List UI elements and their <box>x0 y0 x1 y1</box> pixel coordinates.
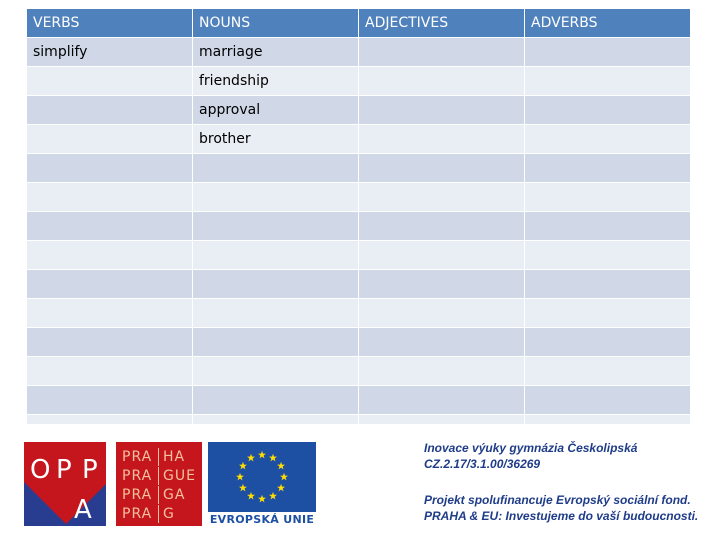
adverb-cell <box>525 386 691 415</box>
table-body <box>27 38 691 425</box>
adjective-cell <box>359 154 525 183</box>
praha-line <box>122 448 185 466</box>
noun-cell <box>193 357 359 386</box>
praha-line <box>122 505 175 523</box>
verb-cell <box>27 415 193 425</box>
opp-letter-p1: P <box>56 455 72 485</box>
table-row <box>27 357 691 386</box>
table-row <box>27 241 691 270</box>
eu-star-icon <box>277 484 285 492</box>
adjective-cell <box>359 270 525 299</box>
verb-cell: simplify <box>27 38 193 67</box>
verb-cell <box>27 96 193 125</box>
noun-cell: approval <box>193 96 359 125</box>
noun-cell <box>193 328 359 357</box>
adverb-cell <box>525 212 691 241</box>
noun-cell <box>193 154 359 183</box>
praha-line <box>122 467 196 485</box>
header-verbs: VERBS <box>27 9 193 38</box>
praha-text: PRA <box>122 487 153 503</box>
verb-cell <box>27 357 193 386</box>
adjective-cell <box>359 38 525 67</box>
verb-cell <box>27 212 193 241</box>
verb-cell <box>27 183 193 212</box>
eu-star-icon <box>269 492 277 500</box>
header-adverbs: ADVERBS <box>525 9 691 38</box>
table-row <box>27 125 691 154</box>
noun-cell <box>193 270 359 299</box>
adjective-cell <box>359 96 525 125</box>
verb-cell <box>27 67 193 96</box>
table-row <box>27 212 691 241</box>
opp-letter-a: A <box>74 495 92 525</box>
praha-line <box>122 486 185 504</box>
table-row <box>27 183 691 212</box>
eu-star-icon <box>280 473 288 481</box>
adjective-cell <box>359 183 525 212</box>
header-adjectives: ADJECTIVES <box>359 9 525 38</box>
opp-letter-p2: P <box>82 455 98 485</box>
eu-star-icon <box>247 492 255 500</box>
praha-text: PRA <box>122 506 153 522</box>
verb-cell <box>27 386 193 415</box>
adverb-cell <box>525 241 691 270</box>
table-row <box>27 154 691 183</box>
eu-star-icon <box>269 454 277 462</box>
eu-star-icon <box>239 484 247 492</box>
adjective-cell <box>359 299 525 328</box>
adjective-cell <box>359 241 525 270</box>
praha-logo <box>116 442 202 526</box>
eu-star-icon <box>258 451 266 459</box>
opp-letter-o: O <box>30 455 51 485</box>
praha-text: PRA <box>122 449 153 465</box>
noun-cell: friendship <box>193 67 359 96</box>
project-code: CZ.2.17/3.1.00/36269 <box>424 457 541 471</box>
table-row <box>27 270 691 299</box>
praha-text: HA <box>158 448 185 466</box>
adjective-cell <box>359 415 525 425</box>
verb-cell <box>27 299 193 328</box>
adjective-cell <box>359 328 525 357</box>
word-forms-table <box>26 8 690 424</box>
adjective-cell <box>359 212 525 241</box>
noun-cell <box>193 415 359 425</box>
adverb-cell <box>525 154 691 183</box>
praha-text: GUE <box>158 467 196 485</box>
eu-flag-icon <box>208 442 316 512</box>
verb-cell <box>27 328 193 357</box>
eu-star-icon <box>258 495 266 503</box>
eu-caption: EVROPSKÁ UNIE <box>209 513 315 526</box>
adverb-cell <box>525 357 691 386</box>
table-row <box>27 386 691 415</box>
noun-cell <box>193 386 359 415</box>
eu-star-icon <box>236 473 244 481</box>
adjective-cell <box>359 125 525 154</box>
funding-note: Projekt spolufinancuje Evropský sociální fond. <box>424 493 691 507</box>
table-row <box>27 415 691 425</box>
verb-cell <box>27 125 193 154</box>
adverb-cell <box>525 96 691 125</box>
adjective-cell <box>359 67 525 96</box>
adverb-cell <box>525 183 691 212</box>
praha-text: G <box>158 505 175 523</box>
project-title: Inovace výuky gymnázia Českolipská <box>424 441 638 455</box>
adverb-cell <box>525 67 691 96</box>
table-header-row <box>27 9 691 38</box>
noun-cell <box>193 299 359 328</box>
adjective-cell <box>359 386 525 415</box>
adverb-cell <box>525 38 691 67</box>
word-forms-table-container <box>26 8 690 424</box>
table-row <box>27 38 691 67</box>
project-info <box>424 440 714 524</box>
table-row <box>27 67 691 96</box>
adverb-cell <box>525 328 691 357</box>
eu-star-icon <box>247 454 255 462</box>
table-row <box>27 328 691 357</box>
table-row <box>27 96 691 125</box>
adjective-cell <box>359 357 525 386</box>
verb-cell <box>27 154 193 183</box>
eu-star-icon <box>277 462 285 470</box>
opp-a-logo <box>24 442 106 526</box>
adverb-cell <box>525 125 691 154</box>
praha-text: GA <box>158 486 185 504</box>
eu-star-icon <box>239 462 247 470</box>
adverb-cell <box>525 299 691 328</box>
footer <box>0 430 720 540</box>
table-row <box>27 299 691 328</box>
adverb-cell <box>525 270 691 299</box>
verb-cell <box>27 241 193 270</box>
header-nouns: NOUNS <box>193 9 359 38</box>
praha-text: PRA <box>122 468 153 484</box>
noun-cell <box>193 212 359 241</box>
funding-slogan: PRAHA & EU: Investujeme do vaší budoucnosti. <box>424 509 699 523</box>
eu-logo <box>208 442 316 526</box>
noun-cell <box>193 241 359 270</box>
noun-cell: marriage <box>193 38 359 67</box>
noun-cell: brother <box>193 125 359 154</box>
noun-cell <box>193 183 359 212</box>
verb-cell <box>27 270 193 299</box>
adverb-cell <box>525 415 691 425</box>
